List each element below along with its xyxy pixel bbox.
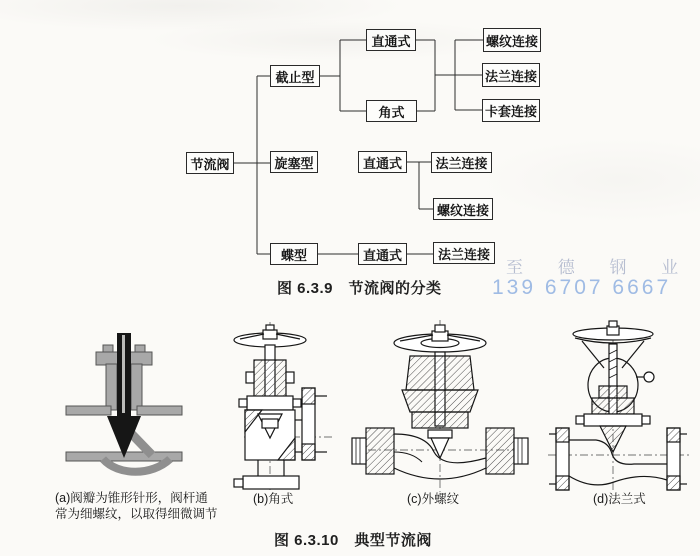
valve-d-flanged: [548, 321, 690, 493]
valve-c-label: (c)外螺纹: [407, 492, 460, 506]
tree-node-straight-3: 直通式: [358, 243, 407, 265]
valve-a-label: [55, 491, 218, 522]
tree-node-root: 节流阀: [186, 152, 234, 174]
figure-6-3-10-caption: 图 6.3.10 典型节流阀: [274, 532, 432, 549]
tree-node-straight-2: 直通式: [358, 151, 407, 173]
tree-node-flange-conn-3: 法兰连接: [433, 242, 495, 264]
figure-6-3-9-caption: 图 6.3.9 节流阀的分类: [277, 280, 442, 297]
tree-node-globe-type: 截止型: [270, 65, 320, 87]
tree-node-butterfly-type: 蝶型: [270, 243, 318, 265]
tree-node-ferrule-conn: 卡套连接: [482, 99, 540, 122]
valve-a-label-line1: (a)阀瓣为锥形针形，阀杆通: [55, 491, 208, 505]
tree-node-flange-conn-1: 法兰连接: [482, 63, 540, 87]
valve-b-label: (b)角式: [253, 492, 294, 506]
tree-node-flange-conn-2: 法兰连接: [431, 152, 492, 173]
typical-throttle-valve-drawings: [0, 315, 700, 500]
valve-d-label: (d)法兰式: [593, 492, 646, 506]
tree-node-plug-type: 旋塞型: [270, 151, 318, 173]
valve-b-angle: [234, 322, 332, 490]
valve-a-needle-section: [66, 333, 182, 472]
watermark-company-name: 至 德 钢 业: [506, 258, 694, 277]
tree-node-thread-conn-2: 螺纹连接: [433, 198, 493, 220]
watermark-phone-number: 139 6707 6667: [492, 276, 672, 299]
tree-node-thread-conn-1: 螺纹连接: [483, 28, 541, 52]
tree-node-straight-1: 直通式: [366, 29, 416, 51]
tree-node-angle: 角式: [366, 100, 417, 122]
valve-c-external-thread: [352, 320, 528, 492]
valve-a-label-line2: 常为细螺纹，以取得细微调节: [55, 506, 218, 521]
